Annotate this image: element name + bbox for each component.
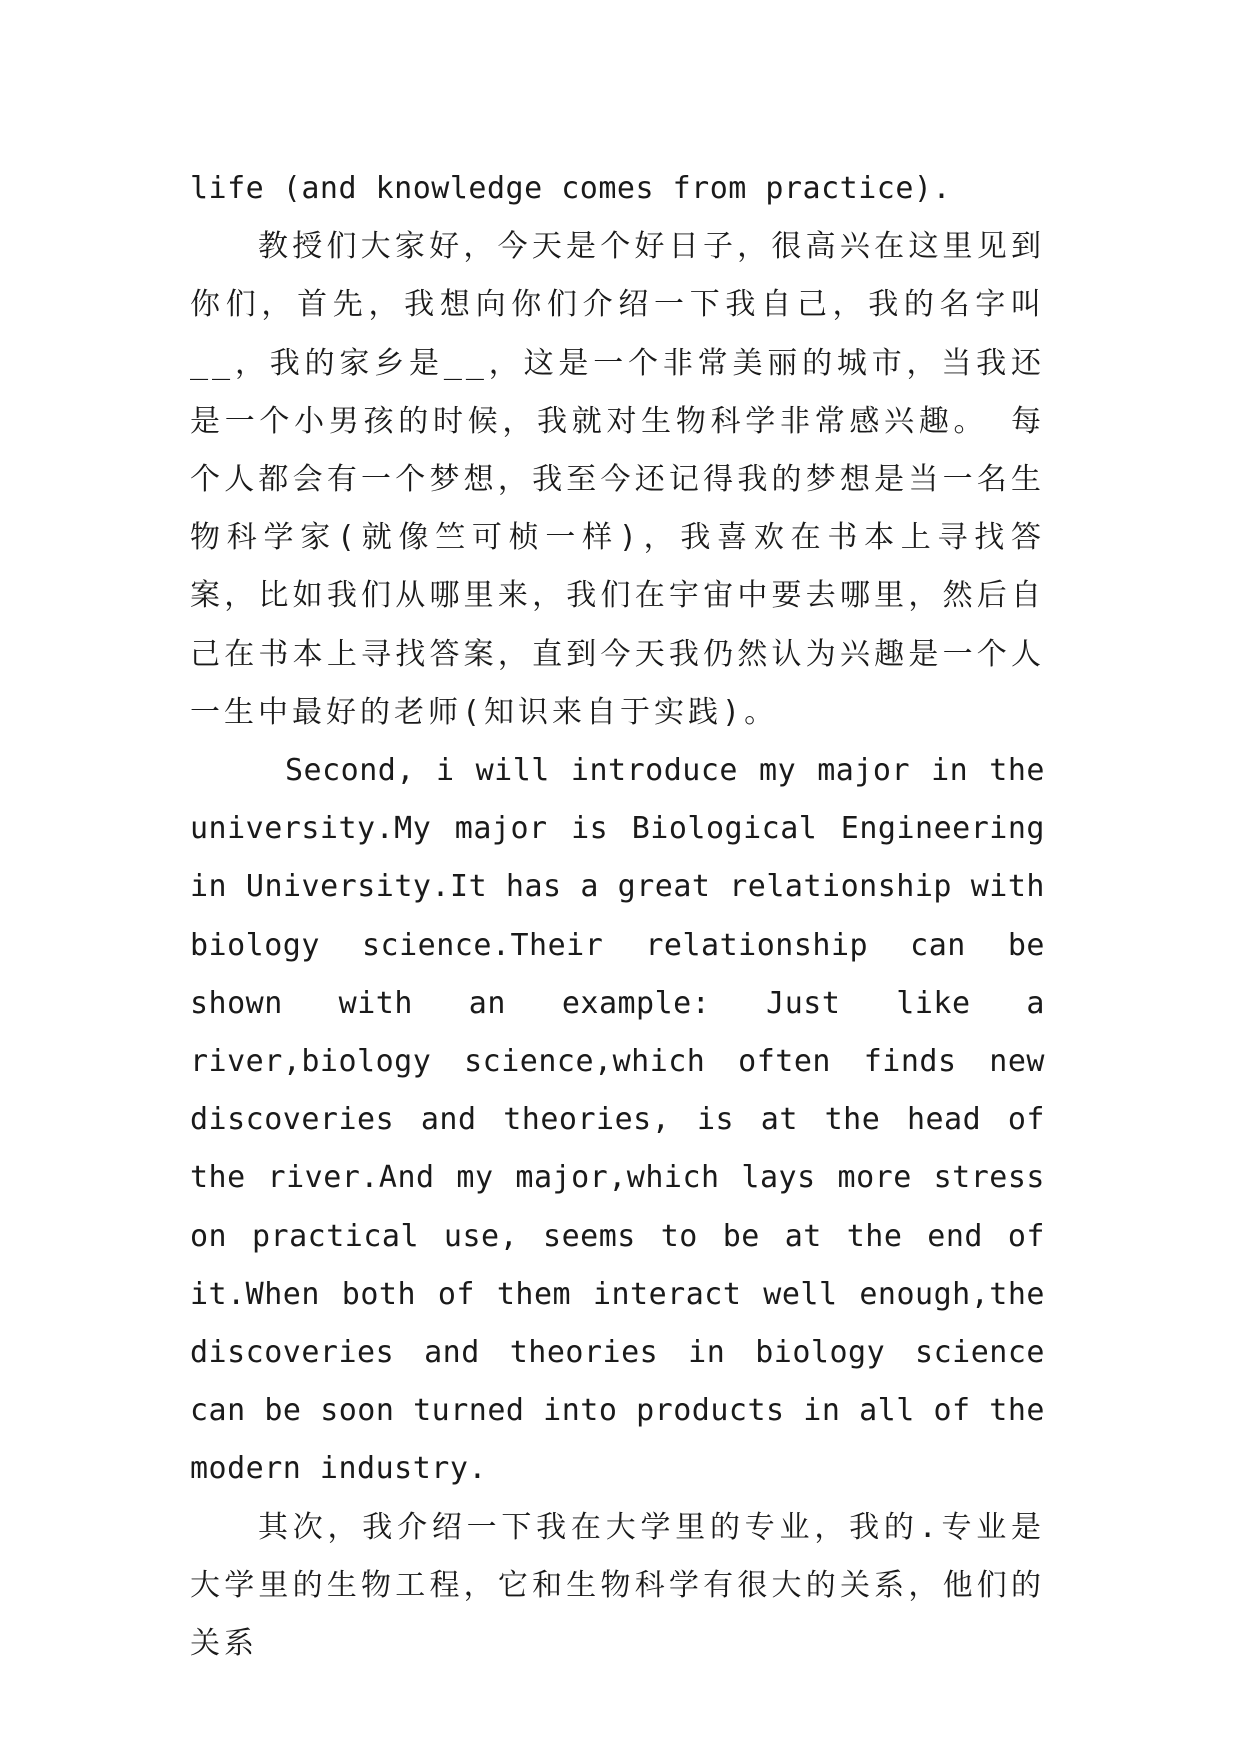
paragraph-practice-ending: life (and knowledge comes from practice).	[190, 171, 952, 206]
paragraph-chinese-introduction: 教授们大家好，今天是个好日子，很高兴在这里见到你们，首先，我想向你们介绍一下我自己，我的名字叫__，我的家乡是__，这是一个非常美丽的城市，当我还是一个小男孩的时候，我就对生物科学非常感兴趣。 每个人都会有一个梦想，我至今还记得我的梦想是当一名生物科学家(就像竺可桢一样)，我喜欢在书本上寻找答案，比如我们从哪里来，我们在宇宙中要去哪里，然后自己在书本上寻找答案，直到今天我仍然认为兴趣是一个人一生中最好的老师(知识来自于实践)。	[190, 229, 1045, 730]
paragraph-english-major: Second, i will introduce my major in the university.My major is Biological Engineering in University.It has a great relationship with biology science.Their relationship can be shown with an example: Just like a river,biology science,which often finds new discoveries and theories, is at the head of the river.And my major,which lays more stress on practical use, seems to be at the end of it.When both of them interact well enough,the discoveries and theories in biology science can be soon turned into products in all of the modern industry.	[190, 753, 1045, 1487]
paragraph-chinese-major: 其次，我介绍一下我在大学里的专业，我的.专业是大学里的生物工程，它和生物科学有很大的关系，他们的关系	[190, 1509, 1045, 1662]
document-body	[190, 160, 1045, 1673]
